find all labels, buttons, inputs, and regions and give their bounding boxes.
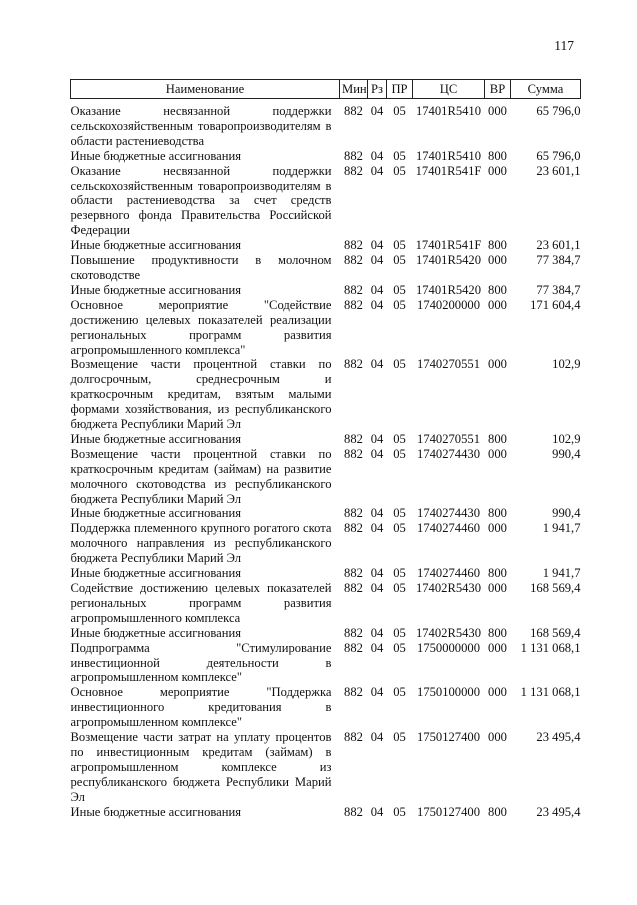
table-row bbox=[71, 99, 581, 149]
cell-pr: 05 bbox=[393, 566, 406, 581]
column-header-rz: Рз bbox=[368, 80, 387, 99]
cell-pr: 05 bbox=[393, 163, 406, 178]
table-header bbox=[71, 80, 581, 99]
table-row bbox=[71, 298, 581, 358]
cell-name: Основное мероприятие "Поддержка инвестиционного кредитования в агропромышленном комплексе" bbox=[70, 685, 332, 730]
table-row bbox=[71, 149, 581, 164]
cell-cs: 17401R5420 bbox=[415, 253, 482, 268]
cell-rz: 04 bbox=[370, 297, 384, 312]
cell-min: 882 bbox=[344, 685, 363, 700]
cell-name: Оказание несвязанной поддержки сельскохозяйственным товаропроизводителям в области растениеводства bbox=[70, 104, 332, 148]
cell-pr: 05 bbox=[393, 148, 406, 163]
cell-rz: 04 bbox=[370, 625, 384, 640]
cell-name: Иные бюджетные ассигнования bbox=[70, 506, 242, 521]
cell-sum: 1 131 068,1 bbox=[520, 640, 581, 655]
table-row bbox=[71, 521, 581, 566]
cell-pr: 05 bbox=[393, 446, 406, 461]
cell-min: 882 bbox=[344, 625, 363, 640]
table-row bbox=[71, 432, 581, 447]
cell-cs: 1740274430 bbox=[417, 506, 480, 521]
cell-name: Оказание несвязанной поддержки сельскохозяйственным товаропроизводителям в области растениеводства за счет средств резервного фонда Правительства Российской Федерации bbox=[70, 163, 332, 238]
cell-vr: 000 bbox=[488, 163, 507, 178]
cell-name: Иные бюджетные ассигнования bbox=[70, 282, 242, 297]
cell-rz: 04 bbox=[370, 238, 384, 253]
cell-vr: 800 bbox=[488, 148, 507, 163]
cell-min: 882 bbox=[344, 581, 363, 595]
cell-cs: 1750100000 bbox=[417, 685, 480, 700]
cell-vr: 800 bbox=[488, 506, 507, 521]
table-row bbox=[71, 805, 581, 820]
cell-name: Содействие достижению целевых показателей региональных программ развития агропромышленного комплекса bbox=[70, 581, 332, 625]
column-header-sum: Сумма bbox=[511, 80, 581, 99]
cell-sum: 102,9 bbox=[552, 357, 581, 372]
cell-pr: 05 bbox=[393, 521, 406, 536]
cell-pr: 05 bbox=[393, 238, 406, 253]
cell-rz: 04 bbox=[370, 581, 384, 595]
cell-rz: 04 bbox=[370, 431, 384, 446]
cell-name: Иные бюджетные ассигнования bbox=[70, 566, 242, 581]
cell-rz: 04 bbox=[370, 521, 384, 536]
cell-min: 882 bbox=[344, 357, 363, 372]
cell-min: 882 bbox=[344, 163, 363, 178]
cell-vr: 000 bbox=[488, 446, 507, 461]
cell-vr: 800 bbox=[488, 625, 507, 640]
cell-rz: 04 bbox=[370, 163, 384, 178]
cell-pr: 05 bbox=[393, 297, 406, 312]
cell-sum: 171 604,4 bbox=[530, 297, 581, 312]
cell-pr: 05 bbox=[393, 282, 406, 297]
cell-pr: 05 bbox=[393, 104, 406, 118]
cell-name: Основное мероприятие "Содействие достижению целевых показателей реализации региональных программ развития агропромышленного комплекса" bbox=[70, 297, 332, 357]
cell-cs: 17401R541F bbox=[415, 238, 482, 253]
cell-cs: 17401R5410 bbox=[415, 148, 482, 163]
cell-vr: 000 bbox=[488, 581, 507, 595]
cell-cs: 1740270551 bbox=[417, 357, 480, 372]
cell-sum: 23 495,4 bbox=[536, 730, 581, 745]
cell-name: Иные бюджетные ассигнования bbox=[70, 238, 242, 253]
cell-min: 882 bbox=[344, 238, 363, 253]
cell-vr: 800 bbox=[488, 282, 507, 297]
cell-rz: 04 bbox=[370, 148, 384, 163]
cell-vr: 000 bbox=[488, 730, 507, 745]
cell-min: 882 bbox=[344, 431, 363, 446]
cell-rz: 04 bbox=[370, 282, 384, 297]
cell-vr: 000 bbox=[488, 297, 507, 312]
cell-pr: 05 bbox=[393, 431, 406, 446]
cell-pr: 05 bbox=[393, 685, 406, 700]
cell-min: 882 bbox=[344, 104, 363, 118]
cell-pr: 05 bbox=[393, 640, 406, 655]
cell-min: 882 bbox=[344, 506, 363, 521]
cell-name: Иные бюджетные ассигнования bbox=[70, 625, 242, 640]
cell-rz: 04 bbox=[370, 104, 384, 118]
cell-sum: 990,4 bbox=[552, 446, 581, 461]
column-header-name: Наименование bbox=[71, 80, 340, 99]
cell-min: 882 bbox=[344, 730, 363, 745]
cell-min: 882 bbox=[344, 804, 363, 819]
cell-min: 882 bbox=[344, 297, 363, 312]
cell-sum: 1 941,7 bbox=[542, 521, 581, 536]
cell-vr: 000 bbox=[488, 640, 507, 655]
cell-name: Возмещение части затрат на уплату процентов по инвестиционным кредитам (займам) в агропромышленном комплексе из республиканского бюджета Республики Марий Эл bbox=[70, 730, 332, 804]
budget-table bbox=[70, 79, 581, 820]
table-row bbox=[71, 506, 581, 521]
cell-cs: 1740274460 bbox=[417, 521, 480, 536]
cell-sum: 23 495,4 bbox=[536, 804, 581, 819]
cell-vr: 000 bbox=[488, 104, 507, 118]
table-row bbox=[71, 253, 581, 283]
table-row bbox=[71, 626, 581, 641]
cell-vr: 000 bbox=[488, 521, 507, 536]
cell-min: 882 bbox=[344, 282, 363, 297]
cell-cs: 1740200000 bbox=[417, 297, 480, 312]
cell-sum: 990,4 bbox=[552, 506, 581, 521]
cell-sum: 23 601,1 bbox=[536, 163, 581, 178]
cell-name: Повышение продуктивности в молочном скотоводстве bbox=[70, 253, 332, 282]
cell-sum: 77 384,7 bbox=[536, 282, 581, 297]
cell-name: Иные бюджетные ассигнования bbox=[70, 804, 242, 819]
cell-min: 882 bbox=[344, 446, 363, 461]
table-body bbox=[71, 99, 581, 820]
cell-min: 882 bbox=[344, 566, 363, 581]
cell-sum: 23 601,1 bbox=[536, 238, 581, 253]
cell-sum: 1 131 068,1 bbox=[520, 685, 581, 700]
table-row bbox=[71, 164, 581, 239]
cell-cs: 17401R541F bbox=[415, 163, 482, 178]
cell-name: Иные бюджетные ассигнования bbox=[70, 148, 242, 163]
cell-vr: 800 bbox=[488, 238, 507, 253]
cell-vr: 000 bbox=[488, 253, 507, 268]
cell-cs: 1740274460 bbox=[417, 566, 480, 581]
cell-pr: 05 bbox=[393, 357, 406, 372]
cell-cs: 1740270551 bbox=[417, 431, 480, 446]
cell-sum: 1 941,7 bbox=[542, 566, 581, 581]
cell-min: 882 bbox=[344, 148, 363, 163]
cell-min: 882 bbox=[344, 640, 363, 655]
cell-min: 882 bbox=[344, 253, 363, 268]
cell-sum: 65 796,0 bbox=[536, 148, 581, 163]
cell-sum: 168 569,4 bbox=[530, 625, 581, 640]
cell-name: Иные бюджетные ассигнования bbox=[70, 431, 242, 446]
cell-rz: 04 bbox=[370, 804, 384, 819]
cell-vr: 800 bbox=[488, 566, 507, 581]
cell-cs: 1750000000 bbox=[417, 640, 480, 655]
table-row bbox=[71, 357, 581, 432]
cell-rz: 04 bbox=[370, 506, 384, 521]
page-number: 117 bbox=[554, 38, 574, 53]
cell-name: Возмещение части процентной ставки по долгосрочным, среднесрочным и краткосрочным кредитам, взятым малыми формами хозяйствования, из республиканского бюджета Республики Марий Эл bbox=[70, 357, 332, 432]
cell-sum: 102,9 bbox=[552, 431, 581, 446]
cell-pr: 05 bbox=[393, 253, 406, 268]
cell-pr: 05 bbox=[393, 804, 406, 819]
cell-pr: 05 bbox=[393, 581, 406, 595]
column-header-min: Мин bbox=[340, 80, 368, 99]
cell-cs: 17402R5430 bbox=[415, 625, 482, 640]
cell-name: Возмещение части процентной ставки по краткосрочным кредитам (займам) на развитие молочного скотоводства из республиканского бюджета Республики Марий Эл bbox=[70, 446, 332, 506]
cell-rz: 04 bbox=[370, 730, 384, 745]
table-row bbox=[71, 238, 581, 253]
cell-pr: 05 bbox=[393, 506, 406, 521]
cell-rz: 04 bbox=[370, 357, 384, 372]
cell-sum: 168 569,4 bbox=[530, 581, 581, 595]
table-row bbox=[71, 566, 581, 581]
column-header-cs: ЦС bbox=[413, 80, 485, 99]
cell-cs: 17401R5420 bbox=[415, 282, 482, 297]
table-row bbox=[71, 730, 581, 805]
cell-cs: 17402R5430 bbox=[415, 581, 482, 595]
cell-vr: 800 bbox=[488, 804, 507, 819]
cell-pr: 05 bbox=[393, 625, 406, 640]
table-row bbox=[71, 641, 581, 686]
cell-pr: 05 bbox=[393, 730, 406, 745]
column-header-vr: ВР bbox=[485, 80, 511, 99]
cell-vr: 000 bbox=[488, 685, 507, 700]
cell-vr: 000 bbox=[488, 357, 507, 372]
cell-cs: 1750127400 bbox=[417, 730, 480, 745]
table-row bbox=[71, 581, 581, 626]
cell-rz: 04 bbox=[370, 446, 384, 461]
cell-min: 882 bbox=[344, 521, 363, 536]
column-header-pr: ПР bbox=[387, 80, 413, 99]
cell-rz: 04 bbox=[370, 253, 384, 268]
cell-cs: 1750127400 bbox=[417, 804, 480, 819]
table-row bbox=[71, 447, 581, 507]
cell-cs: 17401R5410 bbox=[415, 104, 482, 118]
cell-name: Подпрограмма "Стимулирование инвестиционной деятельности в агропромышленном комплексе" bbox=[70, 640, 332, 685]
cell-sum: 77 384,7 bbox=[536, 253, 581, 268]
cell-vr: 800 bbox=[488, 431, 507, 446]
cell-sum: 65 796,0 bbox=[536, 104, 581, 118]
cell-rz: 04 bbox=[370, 685, 384, 700]
cell-name: Поддержка племенного крупного рогатого скота молочного направления из республиканского бюджета Республики Марий Эл bbox=[70, 521, 332, 566]
cell-cs: 1740274430 bbox=[417, 446, 480, 461]
cell-rz: 04 bbox=[370, 640, 384, 655]
table-row bbox=[71, 283, 581, 298]
cell-rz: 04 bbox=[370, 566, 384, 581]
table-row bbox=[71, 685, 581, 730]
